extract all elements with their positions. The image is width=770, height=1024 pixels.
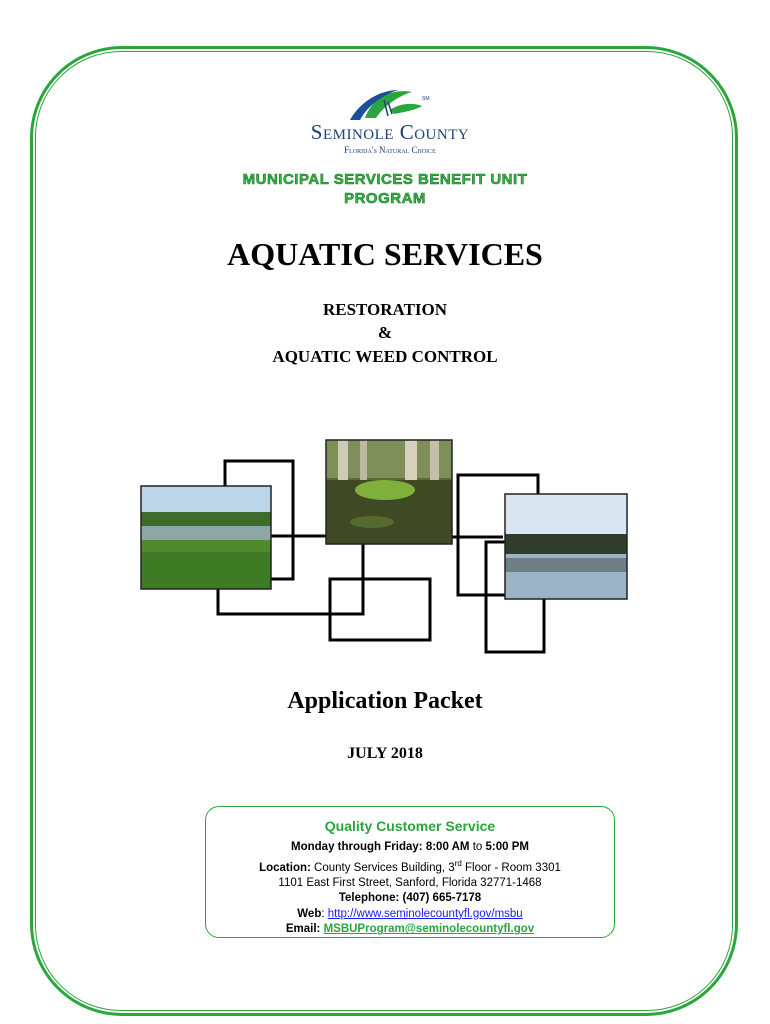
location-value-b: Floor - Room 3301 xyxy=(465,861,561,874)
document-title: AQUATIC SERVICES xyxy=(227,236,543,272)
hours-label: Monday through Friday: xyxy=(291,841,423,853)
logo-wordmark: Seminole County xyxy=(310,120,470,144)
packet-date: JULY 2018 xyxy=(347,745,423,762)
web-line: Web: http://www.seminolecountyfl.gov/msbu xyxy=(297,907,523,920)
photo-marsh xyxy=(141,486,271,589)
contact-box xyxy=(205,806,615,938)
subtitle-line1: RESTORATION xyxy=(322,300,448,319)
program-title-line2: PROGRAM xyxy=(344,190,426,207)
location-sup: rd xyxy=(454,858,462,868)
web-label: Web xyxy=(297,907,322,920)
hours-close: 5:00 PM xyxy=(485,841,529,853)
hours-open: 8:00 AM xyxy=(425,841,470,853)
contact-heading: Quality Customer Service xyxy=(324,818,496,834)
email-line xyxy=(206,922,614,938)
packet-title: Application Packet xyxy=(287,688,483,714)
subtitle-line2: & xyxy=(377,323,393,342)
address-line: 1101 East First Street, Sanford, Florida 32771-1468 xyxy=(278,876,542,889)
location-label: Location: xyxy=(259,861,311,874)
telephone-text: Telephone: (407) 665-7178 xyxy=(338,892,482,905)
location-value-a: County Services Building, 3 xyxy=(314,861,455,874)
location-line xyxy=(206,856,614,876)
photo-lake xyxy=(505,494,627,599)
email-label: Email: xyxy=(285,923,321,936)
email-link[interactable]: MSBUProgram@seminolecountyfl.gov xyxy=(323,923,535,936)
logo-tagline: Florida's Natural Choice xyxy=(344,145,436,155)
hours-line xyxy=(206,840,614,856)
svg-text:SM: SM xyxy=(422,96,430,102)
web-link[interactable]: http://www.seminolecountyfl.gov/msbu xyxy=(327,907,523,920)
hours-to: to xyxy=(472,841,483,853)
subtitle-line3: AQUATIC WEED CONTROL xyxy=(272,347,498,366)
telephone-line xyxy=(206,891,614,907)
program-title-line1: MUNICIPAL SERVICES BENEFIT UNIT xyxy=(242,171,528,188)
photo-cypress-swamp xyxy=(326,440,452,544)
